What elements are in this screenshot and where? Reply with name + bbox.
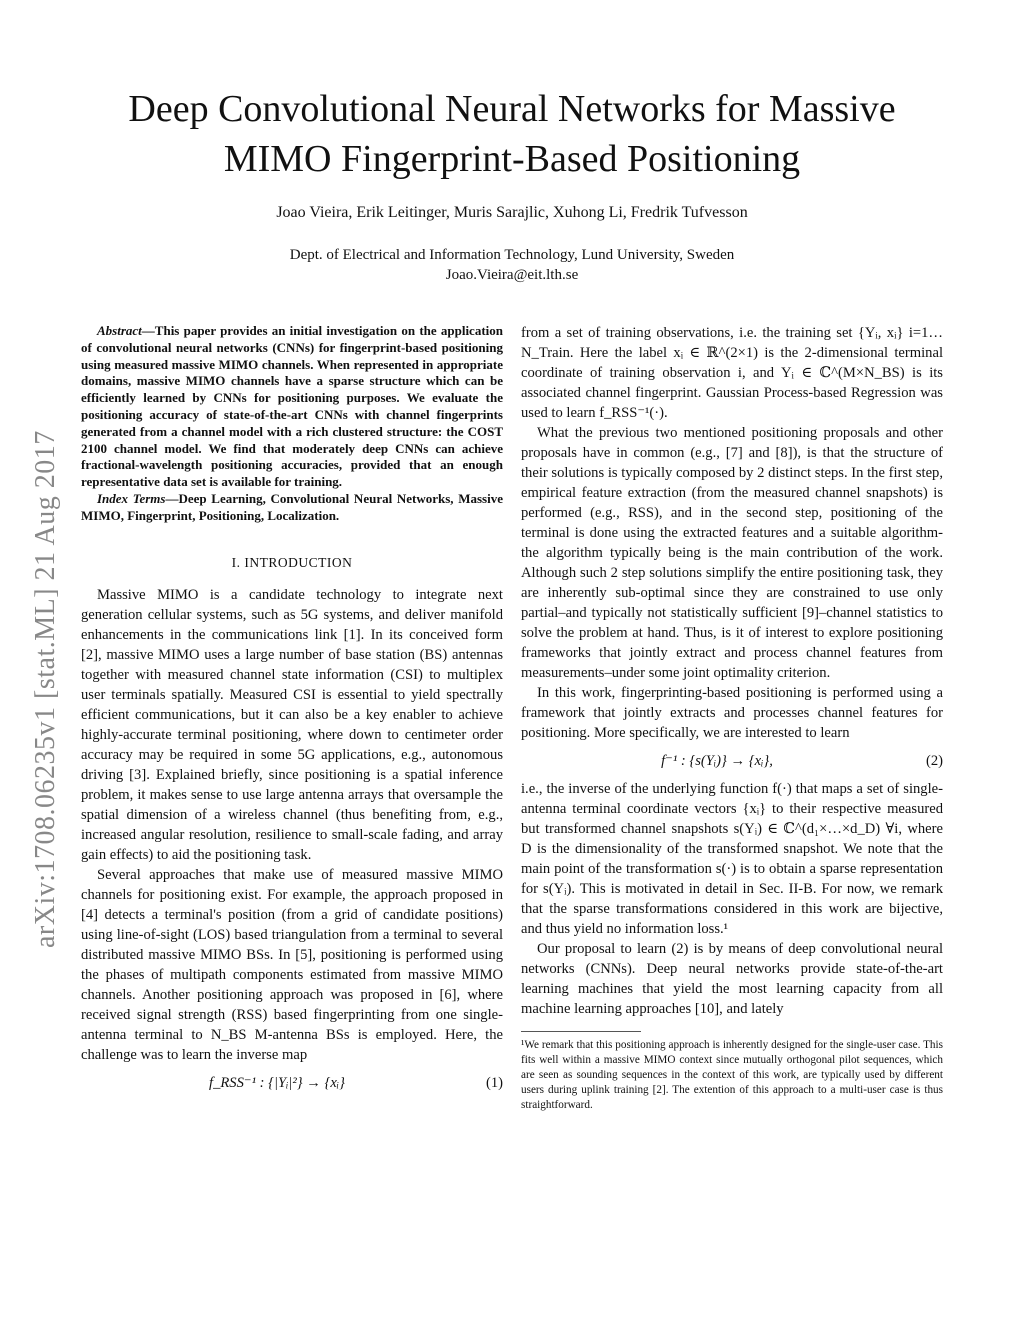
- right-paragraph-5: Our proposal to learn (2) is by means of deep convolutional neural networks (CNNs). Deep neural networks provide state-of-the-art learning machines that yield the most learning capacity from all machine learning approaches [10], and lately: [521, 941, 943, 1017]
- arxiv-sidebar: [30, 430, 70, 978]
- intro-paragraph-1: Massive MIMO is a candidate technology to integrate next generation cellular systems, such as 5G systems, and deliver manifold enhancements in the communications link [1]. In its conceived form [2], massive MIMO uses a large number of base station (BS) antennas together with measured channel state information (CSI) to multiplex user terminals spatially. Measured CSI is essential to yield spectrally efficient communications, but it can also be a key enabler to achieve highly-accurate terminal positioning, where down to centimeter order accuracy may be required in some 5G applications, e.g., autonomous driving [3]. Explained briefly, since positioning is a spatial inference problem, it makes sense to use large antenna arrays that oversample the spatial dimension of a wireless channel (thus benefiting from, e.g., increased angular resolution, resilience to small-scale fading, and array gain effects) to aid the positioning task.: [81, 586, 503, 863]
- affiliation: Dept. of Electrical and Information Technology, Lund University, Sweden: [289, 247, 735, 263]
- author-list: Joao Vieira, Erik Leitinger, Muris Sarajlic, Xuhong Li, Fredrik Tufvesson: [276, 204, 748, 221]
- intro-paragraph-2: Several approaches that make use of measured massive MIMO channels for positioning exist. For example, the approach proposed in [4] detects a terminal's position (from a grid of candidate positions) using line-of-sight (LOS) based triangulation from a terminal to several distributed massive MIMO BSs. In [5], positioning is performed using the phases of multipath components estimated from massive MIMO channels. Another positioning approach was proposed in [6], where received signal strength (RSS) based fingerprinting from one single-antenna terminal to N_BS M-antenna BSs is employed. Here, the challenge was to learn the inverse map: [81, 866, 503, 1063]
- title-line-2: MIMO Fingerprint-Based Positioning: [223, 138, 801, 180]
- section-heading-introduction: I. INTRODUCTION: [231, 554, 353, 570]
- abstract-label: Abstract: [97, 323, 142, 338]
- right-paragraph-2: What the previous two mentioned positioning proposals and other proposals have in common (e.g., [7] and [8]), is that the structure of their solutions is typically composed by 2 distinct steps. In the first step, empirical feature extraction (from the measured channel snapshots) is performed (e.g., RSS), and in the second step, positioning of the terminal is done using the extracted features and a suitable algorithm-the algorithm typically being is the main contribution of the work. Although such 2 step solutions simplify the entire positioning task, they are inherently sub-optimal since they are constrained to use only partial–and typically not statistically sufficient [9]–channel statistics to solve the problem at hand. Thus, is it of interest to explore positioning frameworks that jointly extract and process channel features from measurements–under some joint optimality criterion.: [521, 425, 943, 681]
- right-paragraph-3: In this work, fingerprinting-based positioning is performed using a framework that jointly extracts and processes channel features for positioning. More specifically, we are interested to learn: [521, 685, 943, 741]
- footnote-divider: [521, 1031, 641, 1032]
- arxiv-identifier[interactable]: arXiv:1708.06235v1 [stat.ML] 21 Aug 2017: [30, 430, 61, 948]
- affiliation-block: [60, 245, 964, 285]
- abstract: [81, 323, 503, 491]
- right-paragraph-4: i.e., the inverse of the underlying function f(·) that maps a set of single-antenna terminal coordinate vectors {xᵢ} to their respective measured but transformed channel snapshots s(Yᵢ) ∈ ℂ^(d₁×…×d_D) ∀i, where D is the dimensionality of the transformed snapshot. We note that the main point of the transformation s(·) is to obtain a sparse representation for s(Yᵢ). This is motivated in detail in Sec. II-B. For now, we remark that the sparse transformations considered in this work are bijective, and thus yield no information loss.¹: [521, 781, 943, 937]
- right-column: [521, 323, 943, 1113]
- index-terms-text: —Deep Learning, Convolutional Neural Networks, Massive MIMO, Fingerprint, Positioning, Localization.: [81, 490, 503, 523]
- index-terms-label: Index Terms: [97, 490, 166, 506]
- contact-email[interactable]: Joao.Vieira@eit.lth.se: [445, 267, 579, 283]
- equation-2: [521, 751, 943, 771]
- equation-2-body: f⁻¹ : {s(Yᵢ)} → {xᵢ},: [661, 753, 773, 769]
- abstract-text: —This paper provides an initial investigation on the application of convolutional neural networks (CNNs) for fingerprint-based positioning using measured massive MIMO channels. When represented in appropriate domains, massive MIMO channels have a sparse structure which can be efficiently learned by CNNs for positioning purposes. We evaluate the positioning accuracy of state-of-the-art CNNs with channel fingerprints generated from a channel model with a rich clustered structure: the COST 2100 channel model. We find that moderately deep CNNs can achieve fractional-wavelength positioning accuracies, provided that an enough representative data set is available for training.: [81, 323, 503, 490]
- equation-1-body: f_RSS⁻¹ : {|Yᵢ|²} → {xᵢ}: [209, 1074, 345, 1091]
- paper-title: [60, 84, 964, 184]
- footnote-1: ¹We remark that this positioning approach is inherently designed for the single-user case. This fits well within a massive MIMO context since mutually orthogonal pilot sequences, which are seen as sounding sequences in the context of this work, are typically used by different users during uplink training [2]. The extention of this approach to a multi-user case is thus straightforward.: [521, 1039, 943, 1111]
- index-terms: [81, 491, 503, 525]
- equation-1-number: (1): [485, 1074, 503, 1091]
- right-paragraph-1: from a set of training observations, i.e. the training set {Yᵢ, xᵢ} i=1…N_Train. Here the label xᵢ ∈ ℝ^(2×1) is the 2-dimensional terminal coordinate of training observation i, and Yᵢ ∈ ℂ^(M×N_BS) is its associated channel fingerprint. Gaussian Process-based Regression was used to learn f_RSS⁻¹(·).: [521, 325, 943, 421]
- equation-1: [81, 1073, 503, 1093]
- equation-2-number: (2): [925, 753, 943, 769]
- left-column: [81, 323, 503, 1101]
- title-line-1: Deep Convolutional Neural Networks for Massive: [128, 88, 896, 130]
